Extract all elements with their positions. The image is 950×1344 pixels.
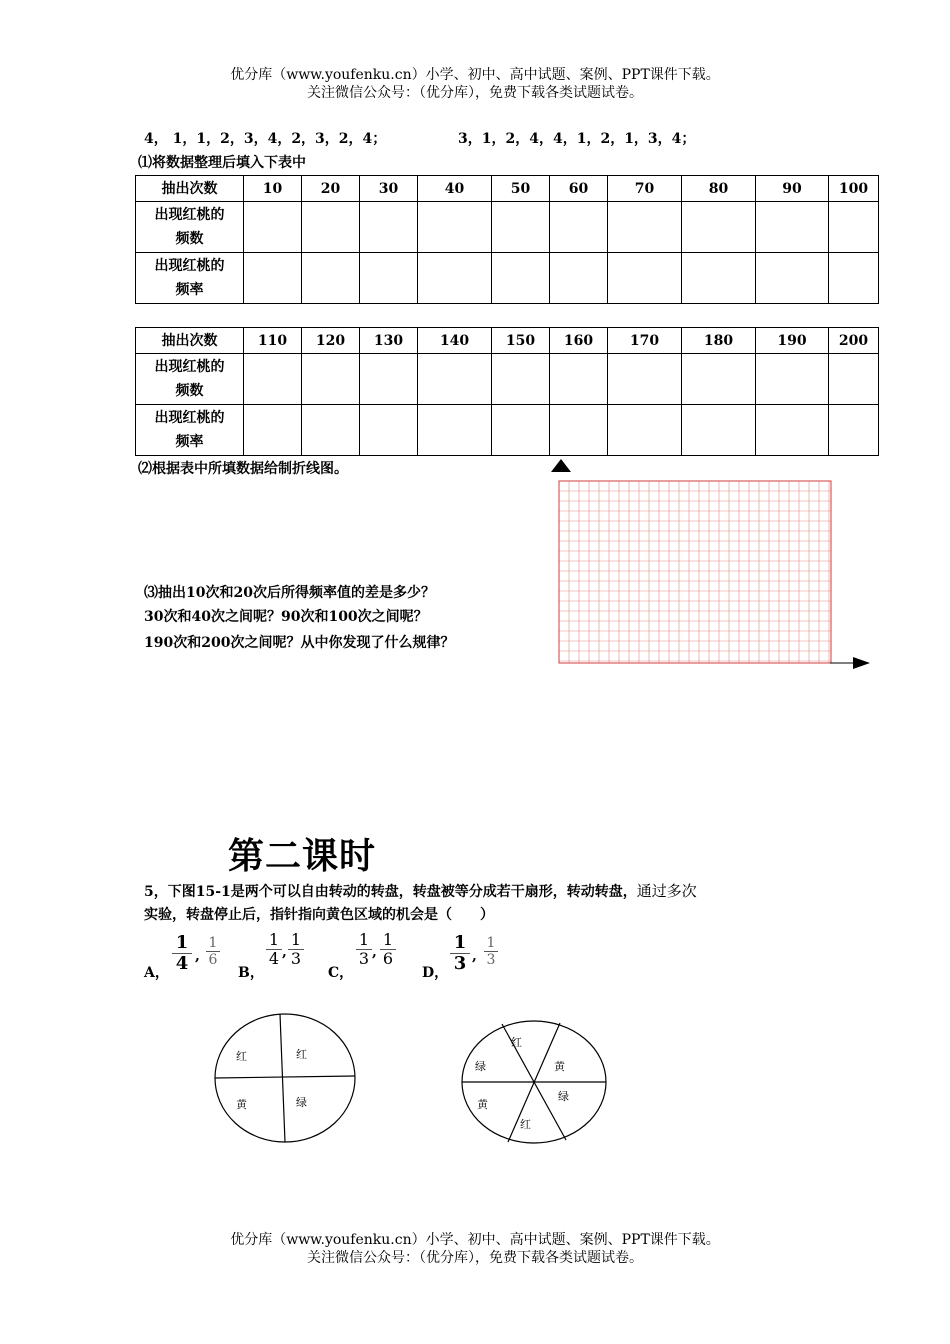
spinner-1-sector-label: 红	[236, 1050, 247, 1063]
column-header: 20	[302, 176, 360, 202]
question-1: ⑴将数据整理后填入下表中	[138, 155, 306, 171]
frequency-table-1	[135, 175, 879, 304]
answer-cell[interactable]	[829, 405, 879, 456]
column-header: 120	[302, 328, 360, 354]
column-header: 190	[756, 328, 829, 354]
answer-cell[interactable]	[550, 354, 608, 405]
answer-cell[interactable]	[244, 202, 302, 253]
answer-cell[interactable]	[608, 253, 682, 304]
frequency-table-2	[135, 327, 879, 456]
option-b-fraction-1: 1 4	[266, 932, 282, 967]
row-label: 出现红桃的 频率	[136, 253, 244, 304]
answer-cell[interactable]	[418, 202, 492, 253]
answer-cell[interactable]	[492, 202, 550, 253]
answer-cell[interactable]	[756, 405, 829, 456]
option-c-fraction-1: 1 3	[356, 932, 372, 967]
column-header: 30	[360, 176, 418, 202]
option-a-fraction-1: 1 4	[172, 934, 192, 973]
grid-border	[559, 481, 831, 663]
answer-cell[interactable]	[608, 354, 682, 405]
column-header: 90	[756, 176, 829, 202]
row-label: 出现红桃的 频率	[136, 405, 244, 456]
answer-cell[interactable]	[608, 202, 682, 253]
header-line-2: 关注微信公众号：（优分库），免费下载各类试题试卷。	[307, 85, 643, 101]
answer-cell[interactable]	[829, 253, 879, 304]
grid-lines	[559, 481, 831, 663]
question-5-line-1	[144, 880, 697, 901]
column-header: 80	[682, 176, 756, 202]
header-line-1: 优分库（www.youfenku.cn）小学、初中、高中试题、案例、PPT课件下载。	[230, 67, 720, 83]
spinner-2-sector-label: 绿	[558, 1090, 569, 1103]
answer-cell[interactable]	[302, 202, 360, 253]
column-header: 140	[418, 328, 492, 354]
option-a-fraction-2: 1 6	[206, 936, 220, 967]
answer-cell[interactable]	[244, 253, 302, 304]
spinner-1-sector-label: 黄	[236, 1098, 247, 1111]
answer-cell[interactable]	[418, 405, 492, 456]
answer-cell[interactable]	[360, 354, 418, 405]
answer-cell[interactable]	[756, 253, 829, 304]
answer-cell[interactable]	[682, 202, 756, 253]
option-d-label: D，	[422, 965, 449, 981]
answer-cell[interactable]	[418, 253, 492, 304]
question-5-line-2: 实验，转盘停止后，指针指向黄色区域的机会是（ ）	[144, 907, 494, 923]
answer-cell[interactable]	[244, 405, 302, 456]
answer-cell[interactable]	[608, 405, 682, 456]
column-header: 100	[829, 176, 879, 202]
row-label: 抽出次数	[136, 176, 244, 202]
answer-cell[interactable]	[360, 405, 418, 456]
answer-cell[interactable]	[492, 253, 550, 304]
answer-cell[interactable]	[360, 253, 418, 304]
answer-cell[interactable]	[756, 354, 829, 405]
question-2: ⑵根据表中所填数据给制折线图。	[138, 461, 348, 477]
answer-cell[interactable]	[682, 253, 756, 304]
question-5-text-b: 通过多次	[636, 882, 697, 900]
spinner-2-sector-label: 黄	[554, 1060, 565, 1073]
x-axis-arrow-icon	[853, 657, 870, 669]
option-b-label: B，	[238, 965, 264, 981]
spinner-1	[210, 1010, 362, 1150]
answer-cell[interactable]	[829, 202, 879, 253]
table-row	[136, 202, 879, 253]
column-header: 170	[608, 328, 682, 354]
spinner-2	[460, 1018, 612, 1150]
option-c-label: C，	[328, 965, 354, 981]
answer-cell[interactable]	[550, 405, 608, 456]
column-header: 10	[244, 176, 302, 202]
question-3-line-3: 190次和200次之间呢？从中你发现了什么规律？	[144, 635, 455, 651]
column-header: 70	[608, 176, 682, 202]
answer-cell[interactable]	[360, 202, 418, 253]
row-label: 出现红桃的 频数	[136, 202, 244, 253]
spinner-2-sector-label: 绿	[475, 1060, 486, 1073]
table-row	[136, 405, 879, 456]
answer-cell[interactable]	[550, 202, 608, 253]
footer-line-1: 优分库（www.youfenku.cn）小学、初中、高中试题、案例、PPT课件下载。	[230, 1232, 720, 1248]
question-3-line-1: ⑶抽出10次和20次后所得频率值的差是多少？	[144, 585, 435, 601]
spinner-2-sector-label: 红	[520, 1118, 531, 1131]
answer-cell[interactable]	[682, 405, 756, 456]
answer-cell[interactable]	[756, 202, 829, 253]
table-row	[136, 328, 879, 354]
footer-line-2: 关注微信公众号：（优分库），免费下载各类试题试卷。	[307, 1250, 643, 1266]
answer-cell[interactable]	[244, 354, 302, 405]
column-header: 160	[550, 328, 608, 354]
option-c-fraction-2: 1 6	[380, 932, 396, 967]
spinner-1-sector-label: 绿	[296, 1096, 307, 1109]
option-d-fraction-2: 1 3	[484, 936, 498, 967]
spinner-1-divider-vertical	[280, 1014, 285, 1142]
answer-cell[interactable]	[492, 405, 550, 456]
column-header: 200	[829, 328, 879, 354]
row-label: 出现红桃的 频数	[136, 354, 244, 405]
table-row	[136, 253, 879, 304]
answer-cell[interactable]	[829, 354, 879, 405]
option-d-fraction-1: 1 3	[450, 934, 470, 973]
data-line-part-1: 4， 1，1，2，3，4，2，3，2，4；	[144, 131, 387, 147]
table-row	[136, 176, 879, 202]
question-3-line-2: 30次和40次之间呢？90次和100次之间呢？	[144, 609, 428, 625]
answer-cell[interactable]	[550, 253, 608, 304]
column-header: 150	[492, 328, 550, 354]
answer-cell[interactable]	[492, 354, 550, 405]
table-row	[136, 354, 879, 405]
column-header: 180	[682, 328, 756, 354]
column-header: 130	[360, 328, 418, 354]
answer-cell[interactable]	[302, 405, 360, 456]
answer-cell[interactable]	[302, 354, 360, 405]
answer-cell[interactable]	[418, 354, 492, 405]
question-5-text-a: 5，下图15-1是两个可以自由转动的转盘，转盘被等分成若干扇形，转动转盘，	[144, 884, 637, 900]
data-line-part-2: 3，1，2，4，4，1，2，1，3，4；	[458, 131, 696, 147]
answer-cell[interactable]	[302, 253, 360, 304]
spinner-2-sector-label: 黄	[477, 1098, 488, 1111]
column-header: 50	[492, 176, 550, 202]
column-header: 60	[550, 176, 608, 202]
column-header: 40	[418, 176, 492, 202]
answer-cell[interactable]	[682, 354, 756, 405]
section-title: 第二课时	[228, 835, 377, 877]
y-axis-arrow-icon	[551, 459, 571, 472]
spinner-1-sector-label: 红	[296, 1048, 307, 1061]
column-header: 110	[244, 328, 302, 354]
spinner-2-sector-label: 红	[511, 1036, 522, 1049]
row-label: 抽出次数	[136, 328, 244, 354]
graph-grid	[548, 455, 878, 675]
spinner-1-divider-horizontal	[215, 1076, 355, 1078]
option-b-fraction-2: 1 3	[288, 932, 304, 967]
option-a-label: A，	[144, 965, 169, 981]
